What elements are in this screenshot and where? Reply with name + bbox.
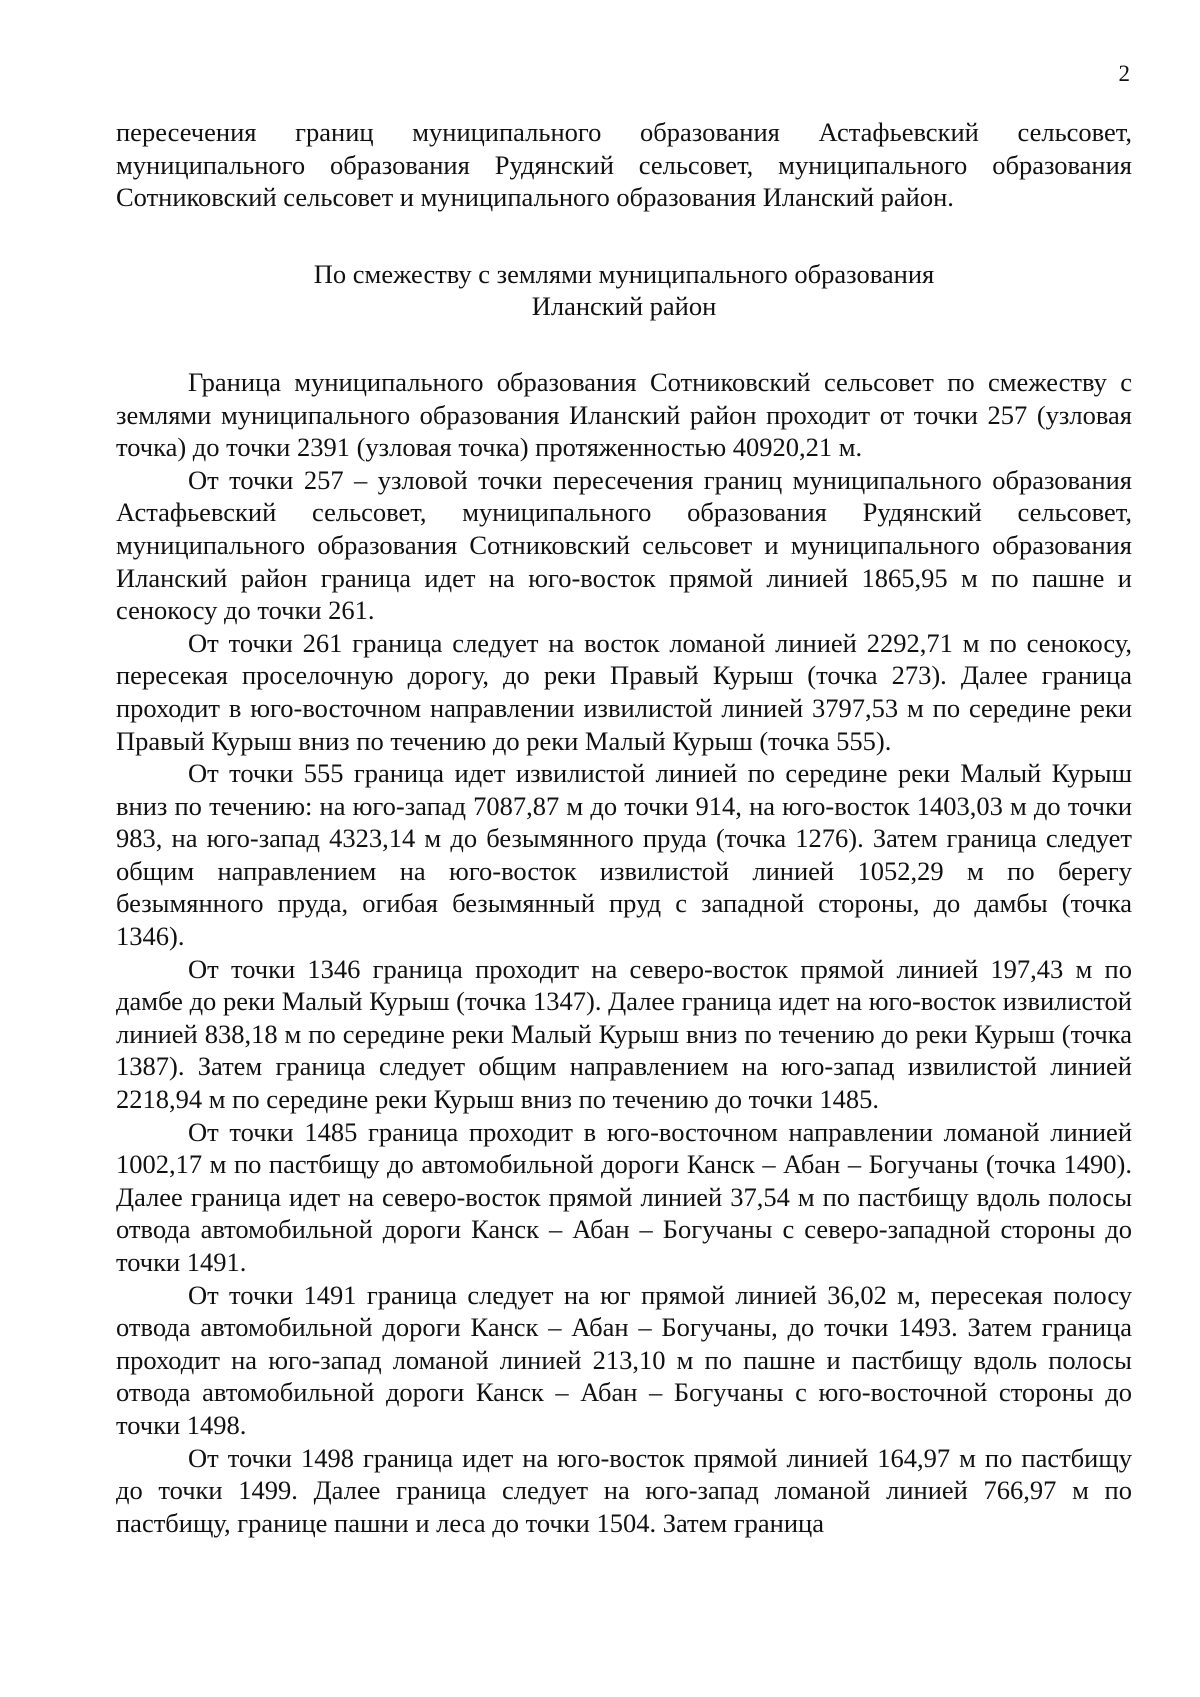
paragraph-2: От точки 257 – узловой точки пересечения границ муниципального образования Астафьевский сельсовет, муниципального образования Рудянский сельсовет, муниципального образования Сотниковский сельсовет и муниципального образования Иланский район граница идет на юго-восток прямой линией 1865,95 м по пашне и сенокосу до точки 261. <box>116 464 1132 626</box>
document-body <box>116 116 1132 1539</box>
paragraph-5: От точки 1346 граница проходит на северо-восток прямой линией 197,43 м по дамбе до реки Малый Курыш (точка 1347). Далее граница идет на юго-восток извилистой линией 838,18 м по середине реки Малый Курыш вниз по течению до реки Курыш (точка 1387). Затем граница следует общим направлением на юго-запад извилистой линией 2218,94 м по середине реки Курыш вниз по течению до точки 1485. <box>116 953 1132 1115</box>
section-heading-line-1: По смежеству с землями муниципального образования <box>313 258 935 289</box>
section-heading-line-2: Иланский район <box>531 291 717 322</box>
paragraph-3: От точки 261 граница следует на восток ломаной линией 2292,71 м по сенокосу, пересекая проселочную дорогу, до реки Правый Курыш (точка 273). Далее граница проходит в юго-восточном направлении извилистой линией 3797,53 м по середине реки Правый Курыш вниз по течению до реки Малый Курыш (точка 555). <box>116 627 1132 756</box>
paragraph-8: От точки 1498 граница идет на юго-восток прямой линией 164,97 м по пастбищу до точки 1499. Далее граница следует на юго-запад ломаной линией 766,97 м по пастбищу, границе пашни и леса до точки 1504. Затем граница <box>116 1442 1132 1538</box>
paragraph-1: Граница муниципального образования Сотниковский сельсовет по смежеству с землями муниципального образования Иланский район проходит от точки 257 (узловая точка) до точки 2391 (узловая точка) протяженностью 40920,21 м. <box>116 366 1132 463</box>
section-heading <box>116 258 1132 323</box>
paragraph-6: От точки 1485 граница проходит в юго-восточном направлении ломаной линией 1002,17 м по пастбищу до автомобильной дороги Канск – Абан – Богучаны (точка 1490). Далее граница идет на северо-восток прямой линией 37,54 м по пастбищу вдоль полосы отвода автомобильной дороги Канск – Абан – Богучаны с северо-западной стороны до точки 1491. <box>116 1116 1132 1277</box>
paragraph-4: От точки 555 граница идет извилистой линией по середине реки Малый Курыш вниз по течению: на юго-запад 7087,87 м до точки 914, на юго-восток 1403,03 м до точки 983, на юго-запад 4323,14 м до безымянного пруда (точка 1276). Затем граница следует общим направлением на юго-восток извилистой линией 1052,29 м по берегу безымянного пруда, огибая безымянный пруд с западной стороны, до дамбы (точка 1346). <box>116 758 1132 952</box>
lead-paragraph: пересечения границ муниципального образования Астафьевский сельсовет, муниципального образования Рудянский сельсовет, муниципального образования Сотниковский сельсовет и муниципального образования Иланский район. <box>116 117 1132 213</box>
page-number: 2 <box>1118 61 1130 86</box>
paragraph-7: От точки 1491 граница следует на юг прямой линией 36,02 м, пересекая полосу отвода автомобильной дороги Канск – Абан – Богучаны, до точки 1493. Затем граница проходит на юго-запад ломаной линией 213,10 м по пашне и пастбищу вдоль полосы отвода автомобильной дороги Канск – Абан – Богучаны с юго-восточной стороны до точки 1498. <box>116 1279 1132 1440</box>
